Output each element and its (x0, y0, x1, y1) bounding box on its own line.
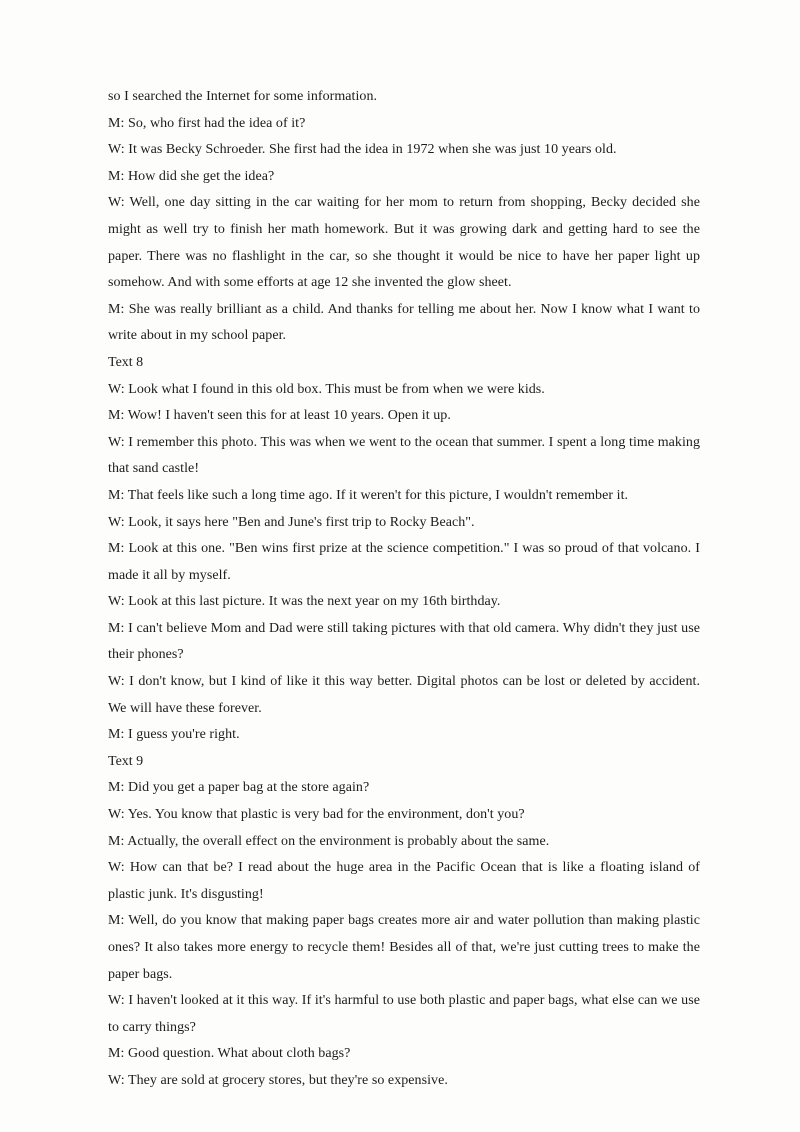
transcript-line: M: Actually, the overall effect on the environment is probably about the same. (108, 833, 550, 849)
transcript-line: W: They are sold at grocery stores, but they're so expensive. (108, 1072, 448, 1088)
transcript-line: M: Well, do you know that making paper bags creates more air and water pollution than making plastic ones? It also takes more energy to recycle them! Besides all of that, we're just cutting trees to make the paper bags. (108, 913, 700, 982)
transcript-line: M: Good question. What about cloth bags? (108, 1046, 351, 1062)
transcript-line: M: I can't believe Mom and Dad were still taking pictures with that old camera. Why didn't they just use their phones? (108, 620, 700, 663)
transcript-line: M: I guess you're right. (108, 727, 240, 743)
transcript-line: W: It was Becky Schroeder. She first had the idea in 1972 when she was just 10 years old. (108, 142, 617, 158)
transcript-line: W: I remember this photo. This was when we went to the ocean that summer. I spent a long time making that sand castle! (108, 434, 700, 477)
section-heading-text-8: Text 8 (108, 354, 144, 370)
transcript-line: W: Look, it says here "Ben and June's first trip to Rocky Beach". (108, 514, 475, 530)
transcript-line: M: So, who first had the idea of it? (108, 115, 306, 131)
transcript-line: W: Look what I found in this old box. This must be from when we were kids. (108, 381, 545, 397)
transcript-line: M: That feels like such a long time ago. If it weren't for this picture, I wouldn't remember it. (108, 487, 629, 503)
transcript-line: W: Look at this last picture. It was the next year on my 16th birthday. (108, 594, 501, 610)
transcript-line: M: She was really brilliant as a child. And thanks for telling me about her. Now I know what I want to write about in my school paper. (108, 301, 700, 344)
transcript-line: M: Wow! I haven't seen this for at least 10 years. Open it up. (108, 408, 451, 424)
transcript-line: W: I don't know, but I kind of like it this way better. Digital photos can be lost or deleted by accident. We will have these forever. (108, 674, 700, 716)
transcript-line: M: Did you get a paper bag at the store again? (108, 780, 370, 796)
transcript-line: W: I haven't looked at it this way. If it's harmful to use both plastic and paper bags, what else can we use to carry things? (108, 993, 700, 1035)
section-heading-text-9: Text 9 (108, 753, 144, 769)
transcript-line: M: How did she get the idea? (108, 168, 275, 184)
transcript-line: W: Well, one day sitting in the car waiting for her mom to return from shopping, Becky decided she might as well try to finish her math homework. But it was growing dark and getting hard to see the paper. There was no flashlight in the car, so she thought it would be nice to have her paper light up somehow. And with some efforts at age 12 she invented the glow sheet. (108, 195, 700, 291)
transcript-line: so I searched the Internet for some information. (108, 89, 378, 104)
transcript-line: W: How can that be? I read about the huge area in the Pacific Ocean that is like a floating island of plastic junk. It's disgusting! (108, 860, 700, 902)
transcript-line: M: Look at this one. "Ben wins first prize at the science competition." I was so proud of that volcano. I made it all by myself. (108, 541, 700, 583)
transcript-body (108, 84, 700, 1095)
transcript-line: W: Yes. You know that plastic is very bad for the environment, don't you? (108, 807, 525, 823)
